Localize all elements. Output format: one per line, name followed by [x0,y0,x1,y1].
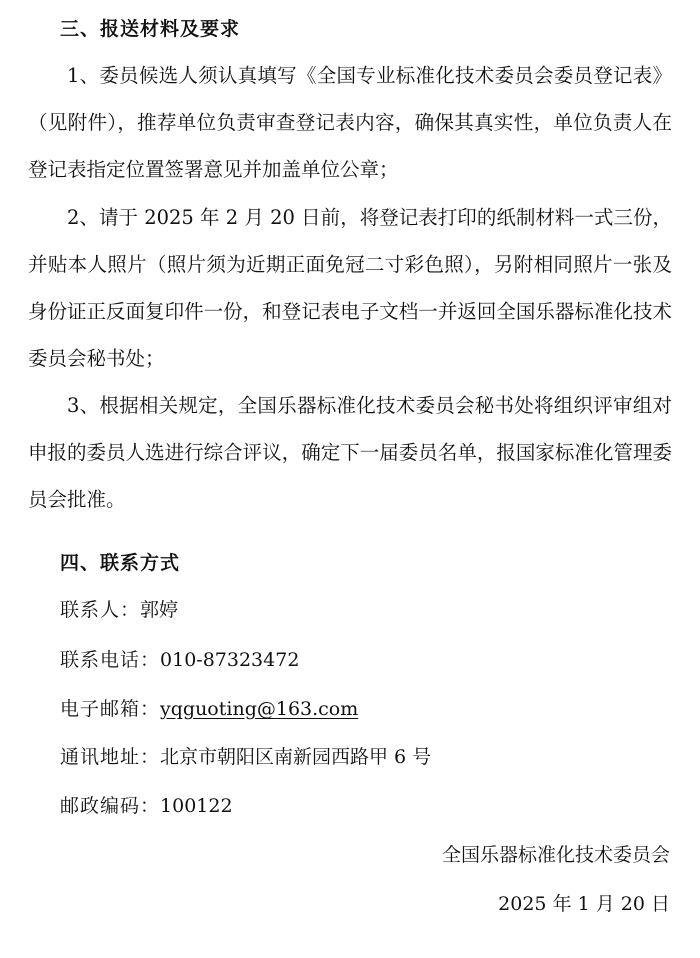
address-line [60,745,431,769]
email-line [60,697,358,721]
email-link[interactable]: yqguoting@163.com [160,698,359,720]
phone-label: 联系电话： [60,649,161,671]
section3-paragraph-1: 1、委员候选人须认真填写《全国专业标准化技术委员会委员登记表》（见附件），推荐单位负责审查登记表内容，确保其真实性，单位负责人在登记表指定位置签署意见并加盖单位公章； [28,64,672,181]
section3-paragraph-3: 3、根据相关规定，全国乐器标准化技术委员会秘书处将组织评审组对申报的委员人选进行综合评议，确定下一届委员名单，报国家标准化管理委员会批准。 [28,394,672,511]
contact-person-line [60,598,178,622]
signature-organization: 全国乐器标准化技术委员会 [441,844,670,866]
contact-person-value: 郭婷 [140,599,179,621]
phone-line [60,648,299,672]
postcode-label: 邮政编码： [60,795,161,817]
section4-heading: 四、联系方式 [60,552,181,574]
email-label: 电子邮箱： [60,698,161,720]
address-label: 通讯地址： [60,746,161,768]
section3-paragraph-2: 2、请于 2025 年 2 月 20 日前，将登记表打印的纸制材料一式三份，并贴本人照片（照片须为近期正面免冠二寸彩色照），另附相同照片一张及身份证正反面复印件一份，和登记表电子文档一并返回全国乐器标准化技术委员会秘书处； [28,206,672,370]
phone-value: 010-87323472 [160,649,300,671]
postcode-value: 100122 [160,795,233,817]
postcode-line [60,794,233,818]
address-value: 北京市朝阳区南新园西路甲 6 号 [160,746,432,768]
section3-heading: 三、报送材料及要求 [60,18,241,40]
contact-person-label: 联系人： [60,599,141,621]
signature-date: 2025 年 1 月 20 日 [498,893,670,915]
